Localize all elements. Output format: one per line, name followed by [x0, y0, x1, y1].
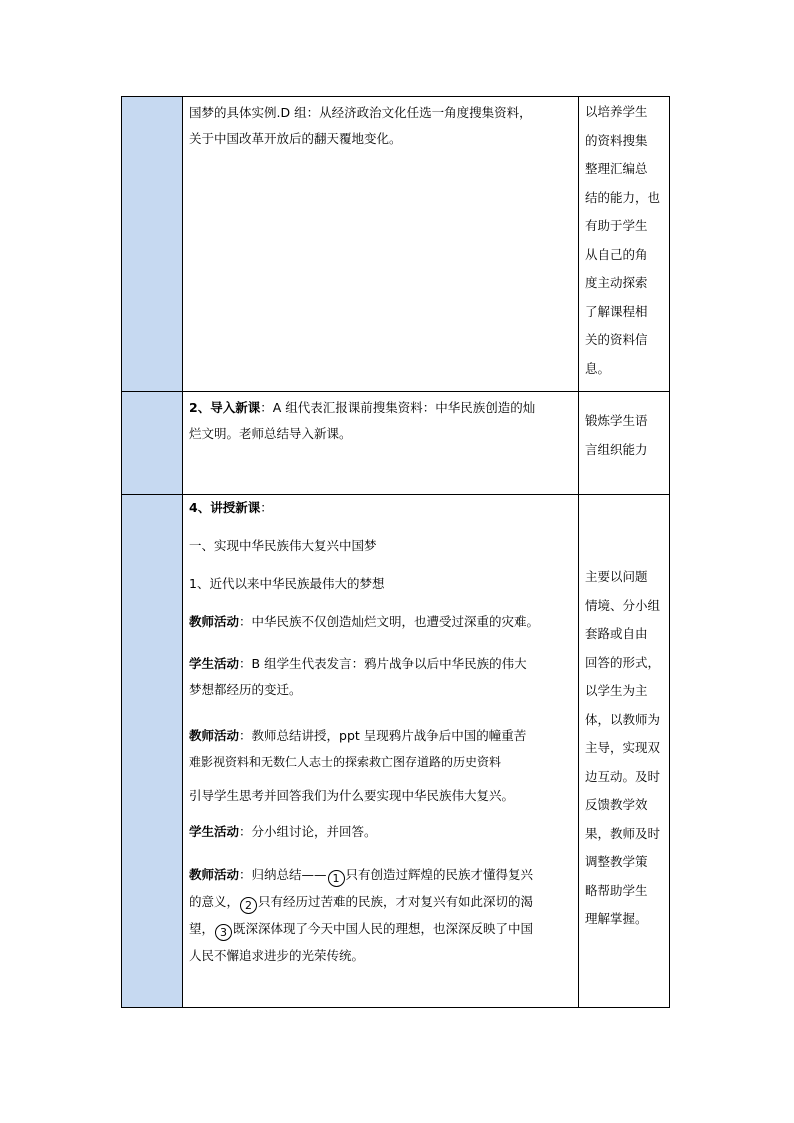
activity-line: [189, 888, 576, 915]
activity-label: 教师活动: [189, 614, 240, 629]
summary-point-3: 既深深体现了今天中国人民的理想，也深深反映了中国: [233, 921, 534, 936]
row1-purpose-line: 了解课程相: [585, 303, 648, 319]
activity-text: ：中华民族不仅创造灿烂文明，也遭受过深重的灾难。: [239, 614, 540, 629]
row3-purpose-line: 主要以问题: [585, 569, 648, 584]
row3-purpose-line: 调整教学策: [585, 854, 648, 869]
summary-point-2-cont: 望，: [189, 921, 215, 936]
circled-number-2: 2: [240, 897, 257, 914]
row2-text: ：A 组代表汇报课前搜集资料：中华民族创造的灿: [260, 400, 536, 415]
activity-label: 学生活动: [189, 824, 240, 839]
activity-text: ：教师总结讲授，ppt 呈现鸦片战争后中国的幢重苦: [239, 728, 527, 743]
row2-purpose-line: 言组织能力: [585, 441, 648, 457]
row3-heading: 4、讲授新课: [189, 500, 261, 515]
activity-line: [189, 861, 576, 888]
row2-label-cell: [122, 392, 182, 494]
row3-label-cell: [122, 495, 182, 1007]
row3-purpose-line: 以学生为主: [585, 683, 648, 698]
row1-purpose-line: 度主动探索: [585, 275, 648, 290]
row3-heading-suffix: ：: [260, 500, 273, 515]
row1-purpose-line: 有助于学生: [585, 218, 648, 233]
row3-purpose-line: 主导，实现双: [585, 740, 661, 755]
summary-point-2: 只有经历过苦难的民族，才对复兴有如此深切的渴: [258, 894, 534, 909]
row1-line-1: 国梦的具体实例.D 组：从经济政治文化任选一角度搜集资料，: [189, 105, 532, 120]
activity-text: ：归纳总结——: [239, 867, 327, 882]
row3-purpose-line: 套路或自由: [585, 626, 648, 641]
lesson-plan-table: [121, 96, 670, 1008]
column-divider-2: [578, 97, 579, 1007]
section-title: 一、实现中华民族伟大复兴中国梦: [189, 538, 377, 553]
student-activity-2: [189, 823, 576, 841]
row3-purpose-line: 反馈教学效: [585, 797, 648, 812]
row1-purpose: [585, 98, 665, 383]
student-activity-1: [189, 651, 576, 703]
row3-purpose-line: 回答的形式，: [585, 654, 661, 670]
circled-number-1: 1: [328, 870, 345, 887]
activity-line: 引导学生思考并回答我们为什么要实现中华民族伟大复兴。: [189, 788, 515, 803]
row3-purpose-line: 体，以教师为: [585, 711, 661, 727]
row1-purpose-line: 结的能力，也: [585, 189, 661, 205]
row1-line-2: 关于中国改革开放后的翻天覆地变化。: [189, 131, 402, 146]
activity-line: 难影视资料和无数仁人志士的探索救亡图存道路的历史资料: [189, 755, 502, 769]
row1-purpose-line: 息。: [585, 360, 611, 376]
row-divider-1: [122, 391, 669, 392]
summary-point-1-cont: 的意义，: [189, 894, 240, 909]
activity-text: ：B 组学生代表发言：鸦片战争以后中华民族的伟大: [239, 656, 527, 671]
row3-content: [189, 499, 576, 969]
row3-purpose-line: 边互动。及时: [585, 768, 661, 784]
teacher-activity-1: [189, 613, 576, 631]
teacher-activity-2: [189, 723, 576, 809]
activity-line: [189, 723, 576, 749]
row3-heading-line: [189, 499, 576, 517]
activity-line: [189, 651, 576, 677]
column-divider-1: [182, 97, 183, 1007]
row3-purpose: [585, 563, 665, 934]
row3-purpose-line: 理解掌握。: [585, 911, 648, 926]
row1-label-cell: [122, 97, 182, 391]
row2-purpose: [585, 407, 665, 464]
row1-purpose-line: 的资料搜集: [585, 132, 648, 148]
activity-label: 教师活动: [189, 728, 240, 743]
activity-line: 人民不懈追求进步的光荣传统。: [189, 948, 365, 963]
activity-label: 教师活动: [189, 867, 240, 882]
row2-label: 2、导入新课: [189, 400, 261, 415]
row3-purpose-line: 情境、分小组: [585, 597, 661, 613]
row1-purpose-line: 以培养学生: [585, 104, 648, 119]
row1-purpose-line: 从自己的角: [585, 246, 648, 262]
subsection-title: 1、近代以来中华民族最伟大的梦想: [189, 576, 385, 591]
circled-number-3: 3: [215, 924, 232, 941]
row2-purpose-line: 锻炼学生语: [585, 413, 648, 428]
row-divider-2: [122, 494, 669, 495]
activity-line: 梦想都经历的变迁。: [189, 682, 302, 697]
row1-purpose-line: 整理汇编总: [585, 161, 648, 176]
row2-line-1: [189, 395, 576, 421]
teacher-activity-3: [189, 861, 576, 969]
row2-content: [189, 395, 576, 447]
summary-point-1: 只有创造过辉煌的民族才懂得复兴: [345, 867, 534, 882]
row1-content: [189, 100, 576, 152]
row2-line-2: 烂文明。老师总结导入新课。: [189, 426, 352, 441]
row3-purpose-line: 果，教师及时: [585, 825, 661, 841]
activity-label: 学生活动: [189, 656, 240, 671]
activity-line: [189, 915, 576, 942]
row1-purpose-line: 关的资料信: [585, 332, 648, 347]
row3-purpose-line: 略帮助学生: [585, 882, 648, 898]
activity-text: ：分小组讨论，并回答。: [239, 824, 377, 839]
